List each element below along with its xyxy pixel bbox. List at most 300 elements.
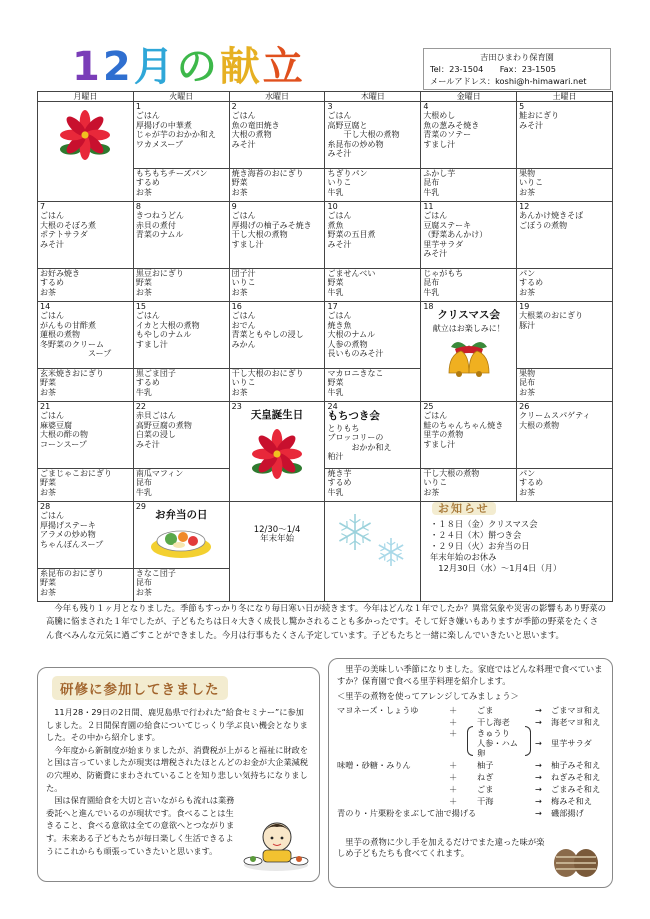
menu-item: 干し大根の煮物: [231, 230, 288, 240]
snack-cell: [133, 269, 229, 302]
menu-item: 赤貝ごはん: [135, 411, 176, 421]
arrow-sign: →: [535, 807, 542, 818]
bento-box-icon: [136, 521, 227, 563]
menu-item: ごはん: [40, 311, 64, 321]
dish-result: 柚子みそ和え: [551, 759, 601, 770]
menu-item: みそ汁: [135, 439, 160, 449]
snack-item: 糸昆布のおにぎり: [40, 569, 104, 578]
weekday-header-row: [38, 92, 613, 102]
menu-item: アラメの炒め物: [40, 530, 96, 540]
training-paragraph: 今年度から新制度が始まりましたが、消費税が上がると福祉に財政をと国は言っていましたが現実は増税されたほとんどのお金が大企業減税の穴埋め、防衛費にまわされていることを知り悲しい気持ちになりました。: [46, 744, 309, 793]
day-number: 3: [327, 102, 333, 111]
menu-item: 鮭のちゃんちゃん焼き: [423, 420, 504, 430]
day-number: 14: [40, 302, 51, 311]
title-char: 月: [133, 44, 177, 90]
snack-cell: [229, 369, 325, 402]
menu-item: 干し大根の煮物: [327, 130, 400, 140]
snack-item: お茶: [519, 487, 536, 497]
menu-item: 魚の葱みそ焼き: [423, 120, 480, 130]
snack-item: いりこ: [231, 378, 256, 388]
menu-item: 青菜ともやしの浸し: [231, 330, 304, 340]
bracket-icon: [467, 726, 473, 756]
lunch-cell: [325, 102, 421, 169]
snack-cell: [325, 469, 421, 502]
notice-year-end-dates: 12月30日（水）～1月4日（月）: [430, 563, 562, 573]
menu-item: すまし汁: [135, 339, 168, 349]
menu-item: 魚の竜田焼き: [231, 120, 280, 130]
satoimo-recipe-box: [328, 658, 613, 888]
snack-item: お茶: [40, 387, 56, 397]
menu-item: イカと大根の煮物: [135, 320, 200, 330]
snowflake-icon: [327, 502, 418, 576]
menu-item: 白菜の浸し: [135, 430, 176, 440]
menu-item: 青菜のナムル: [135, 230, 184, 240]
menu-item: ごはん: [327, 211, 352, 221]
menu-item: ブロッコリーの: [327, 433, 384, 443]
menu-item: クリームスパゲティ: [519, 411, 591, 421]
plus-sign: ＋: [449, 727, 458, 738]
menu-item: みかん: [231, 339, 256, 349]
snack-cell: [133, 369, 229, 402]
menu-item: あんかけ焼きそば: [519, 211, 584, 221]
menu-item: 長いものみそ汁: [327, 349, 384, 359]
lunch-cell: [133, 302, 229, 369]
menu-item: ごはん: [40, 411, 64, 421]
notice-heading: お知らせ: [432, 502, 496, 515]
seasoning-base: 青のり・片栗粉をまぶして油で揚げる: [337, 807, 477, 818]
lunch-cell: [229, 202, 325, 269]
menu-item: ごはん: [135, 311, 160, 321]
title-char: 立: [262, 44, 306, 90]
snack-item: お茶: [135, 587, 152, 597]
menu-item: 人参の煮物: [327, 339, 368, 349]
snack-item: するめ: [519, 478, 544, 488]
menu-item: ごはん: [423, 211, 448, 221]
snack-item: 野菜: [327, 278, 344, 288]
lunch-cell: [133, 202, 229, 269]
eating-child-illustration: [241, 815, 311, 873]
email-address: メールアドレス：koshi@h-himawari.net: [430, 76, 587, 86]
weekday-header: 土曜日: [517, 92, 613, 102]
menu-item: ごはん: [327, 311, 352, 321]
nursery-info-box: [423, 48, 611, 90]
lunch-cell: [229, 402, 325, 502]
menu-item: 糸昆布の炒め物: [327, 139, 384, 149]
day-number: 17: [327, 302, 338, 311]
notice-item: ・２４日（木）餅つき会: [430, 530, 522, 540]
day-number: 10: [327, 202, 338, 211]
menu-item: 大根菜のおにぎり: [519, 311, 584, 321]
lunch-cell: [38, 102, 134, 202]
snack-item: お茶: [40, 287, 56, 297]
snack-item: するめ: [40, 278, 64, 288]
snack-item: 昆布: [519, 378, 536, 388]
menu-item: スープ: [40, 349, 112, 359]
snack-item: 昆布: [135, 578, 152, 588]
menu-item: 高野豆腐と: [327, 120, 368, 130]
snack-item: 焼き芋: [327, 469, 352, 478]
arrow-sign: →: [535, 716, 542, 727]
snack-item: いりこ: [423, 478, 448, 488]
snack-item: お茶: [40, 487, 56, 497]
menu-item: おでん: [231, 320, 256, 330]
snack-item: 野菜: [327, 378, 344, 388]
day-number: 8: [135, 202, 141, 211]
menu-item: みそ汁: [519, 120, 544, 130]
day-number: 29: [135, 502, 147, 511]
event-title: お弁当の日: [154, 509, 208, 522]
snack-item: きなこ団子: [135, 569, 176, 578]
snack-item: 昆布: [423, 278, 440, 288]
add-ingredient: 干し海老: [477, 716, 510, 727]
day-number: 11: [423, 202, 434, 211]
day-number: 7: [40, 202, 46, 211]
snack-item: 果物: [519, 369, 536, 378]
menu-item: ごはん: [40, 211, 64, 221]
snack-item: するめ: [519, 278, 544, 288]
snack-item: いりこ: [231, 278, 256, 288]
lunch-cell: [229, 502, 325, 602]
arrow-sign: →: [535, 704, 542, 715]
event-title: もちつき会: [327, 410, 380, 423]
snack-cell: [38, 269, 134, 302]
dish-result: ごまマヨ和え: [551, 704, 601, 715]
snack-item: 野菜: [231, 178, 248, 188]
phone-fax: Tel：23-1504 Fax：23-1505: [430, 64, 556, 74]
day-number: 26: [519, 402, 530, 411]
lunch-cell: [38, 502, 134, 569]
menu-item: みそ汁: [423, 249, 448, 259]
snack-item: お茶: [519, 187, 536, 197]
poinsettia-icon: [232, 429, 323, 481]
menu-item: 大根の煮物: [231, 130, 272, 140]
snack-item: お好み焼き: [40, 269, 80, 278]
menu-item: ごはん: [327, 111, 352, 121]
day-number: 18: [423, 302, 434, 311]
menu-item: 豆腐ステーキ: [423, 220, 472, 230]
menu-item: ごはん: [231, 311, 256, 321]
arrow-sign: →: [535, 771, 542, 782]
snack-item: 昆布: [135, 478, 152, 488]
dish-result: 里芋サラダ: [551, 737, 592, 748]
bracket-icon: [525, 726, 531, 756]
lunch-cell: [421, 202, 517, 269]
menu-item: とりもち: [327, 423, 360, 433]
notice-year-end: 年末年始のお休み: [430, 552, 497, 562]
dish-result: ごまみそ和え: [551, 783, 601, 794]
day-number: 4: [423, 102, 429, 111]
dish-result: 梅みそ和え: [551, 795, 592, 806]
snack-item: じゃがもち: [423, 269, 464, 278]
snack-item: お茶: [231, 387, 248, 397]
menu-item: みそ汁: [327, 239, 352, 249]
lunch-cell: [133, 402, 229, 469]
weekday-header: 水曜日: [229, 92, 325, 102]
lunch-cell: [38, 402, 134, 469]
dish-result: 磯部揚げ: [551, 807, 584, 818]
add-ingredient: ごま: [477, 783, 494, 794]
holiday-text: 年末年始: [260, 534, 295, 545]
add-ingredient: ねぎ: [477, 771, 494, 782]
menu-item: 厚揚げの中華煮: [135, 120, 192, 130]
event-title: クリスマス会: [437, 309, 501, 322]
snack-item: パン: [519, 469, 536, 478]
title-char: 献: [219, 44, 263, 90]
day-number: 25: [423, 402, 434, 411]
day-number: 9: [231, 202, 237, 211]
snack-item: ごませんべい: [327, 269, 376, 278]
title-char: の: [176, 44, 220, 90]
snack-item: マカロニきなこ: [327, 369, 384, 378]
lunch-cell: [229, 102, 325, 169]
lunch-cell: [133, 102, 229, 169]
title-char: 1: [72, 44, 103, 90]
snack-row: [38, 369, 613, 402]
add-ingredient: 干海: [477, 795, 494, 806]
lunch-cell: [325, 202, 421, 269]
snack-item: 牛乳: [327, 287, 344, 297]
arrow-sign: →: [535, 795, 542, 806]
lunch-cell: [229, 302, 325, 369]
snack-item: 干し大根の煮物: [423, 469, 480, 478]
snack-item: お茶: [231, 187, 248, 197]
snack-cell: [517, 369, 613, 402]
snack-item: 黒ごま団子: [135, 369, 176, 378]
snack-item: 黒豆おにぎり: [135, 269, 184, 278]
menu-item: （野菜あんかけ）: [423, 230, 488, 240]
snack-item: ちぎりパン: [327, 169, 368, 178]
weekday-header: 木曜日: [325, 92, 421, 102]
day-number: 19: [519, 302, 530, 311]
lunch-cell: [325, 302, 421, 369]
dish-result: 海老マヨ和え: [551, 716, 601, 727]
satoimo-intro: 里芋の美味しい季節になりました。家庭ではどんな料理で食べていますか？保育園で食べる里芋料理を紹介します。: [337, 664, 603, 686]
snack-item: 野菜: [40, 378, 56, 388]
snack-cell: [38, 369, 134, 402]
seasoning-base: 味噌・砂糖・みりん: [337, 759, 411, 770]
lunch-cell: [421, 402, 517, 469]
menu-item: 里芋サラダ: [423, 239, 464, 249]
taro-illustration: [550, 845, 602, 879]
menu-item: がんもの甘酢煮: [40, 320, 96, 330]
seasoning-base: マヨネーズ・しょうゆ: [337, 704, 419, 715]
snack-item: 南瓜マフィン: [135, 469, 184, 478]
event-note: 献立はお楽しみに！: [432, 323, 505, 333]
lunch-cell: [421, 302, 517, 402]
menu-item: おかか和え: [327, 442, 392, 452]
event-title: 天皇誕生日: [250, 409, 304, 422]
lunch-cell: [517, 102, 613, 169]
add-ingredient: 人参・ハム: [477, 737, 518, 748]
lunch-cell: [325, 502, 421, 602]
weekday-header: 金曜日: [421, 92, 517, 102]
snack-cell: [517, 269, 613, 302]
snack-item: お茶: [135, 287, 152, 297]
lunch-cell: [38, 202, 134, 269]
add-ingredient: 柚子: [477, 759, 494, 770]
snack-item: もちもちチーズパン: [135, 169, 208, 178]
menu-item: コーンスープ: [40, 439, 87, 449]
snack-item: お茶: [40, 587, 56, 597]
day-number: 15: [135, 302, 147, 311]
menu-item: すまし汁: [231, 239, 264, 249]
snack-item: 昆布: [423, 178, 440, 188]
snack-item: 玄米焼きおにぎり: [40, 369, 104, 378]
menu-item: みそ汁: [40, 239, 64, 249]
menu-item: 麻婆豆腐: [40, 420, 72, 430]
menu-item: ごはん: [135, 111, 160, 121]
snack-item: 牛乳: [327, 187, 344, 197]
christmas-bells-icon: [423, 333, 514, 379]
holiday-text: 12/30～1/4: [253, 525, 301, 535]
menu-item: 粕汁: [327, 452, 344, 462]
menu-item: 焼き魚: [327, 320, 352, 330]
snack-item: 牛乳: [135, 487, 152, 497]
menu-item: 青菜のソテー: [423, 130, 472, 140]
arrangement-list: [337, 703, 604, 831]
menu-item: ちゃんぽんスープ: [40, 539, 104, 549]
snack-cell: [133, 469, 229, 502]
lunch-cell: [517, 202, 613, 269]
add-ingredient: 卵: [477, 747, 486, 758]
menu-item: 里芋の煮物: [423, 430, 464, 440]
lunch-cell: [133, 502, 229, 569]
menu-item: ごぼうの煮物: [519, 220, 568, 230]
arrow-sign: →: [535, 737, 542, 748]
menu-item: 冬野菜のクリーム: [40, 339, 104, 349]
snack-item: お茶: [519, 387, 536, 397]
weekday-header: 月曜日: [38, 92, 134, 102]
menu-item: ごはん: [231, 111, 256, 121]
satoimo-outro: 里芋の煮物に少し手を加えるだけでまた違った味が楽しめ子どもたちも食べてくれます。: [337, 836, 545, 858]
menu-item: 高野豆腐の煮物: [135, 420, 192, 430]
day-number: 1: [135, 102, 141, 111]
snack-item: するめ: [327, 478, 352, 488]
add-ingredient: きゅうり: [477, 727, 510, 738]
snack-item: 牛乳: [327, 387, 344, 397]
snack-cell: [133, 569, 229, 602]
menu-item: すまし汁: [423, 139, 456, 149]
training-report-box: [37, 667, 320, 882]
dish-result: ねぎみそ和え: [551, 771, 601, 782]
snack-item: 牛乳: [135, 387, 152, 397]
snack-item: 焼き海苔のおにぎり: [231, 169, 304, 178]
day-number: 28: [40, 502, 51, 511]
lunch-cell: [325, 402, 421, 469]
snack-item: お茶: [231, 287, 248, 297]
menu-item: すまし汁: [423, 439, 456, 449]
snack-item: お茶: [423, 487, 440, 497]
day-number: 2: [231, 102, 237, 111]
menu-item: ごはん: [40, 511, 64, 521]
day-number: 23: [231, 402, 242, 411]
training-paragraph: 国は保育園給食を大切と言いながらも流れは業務委託へと進んでいるのが現状です。食べることは生きること、食べる意欲は全ての意欲へとつながります。未来ある子どもたちが毎日楽しく生活できるようにこれからも頑張っていきたいと思います。: [46, 795, 235, 856]
menu-item: ワカメスープ: [135, 139, 184, 149]
plus-sign: ＋: [449, 759, 458, 770]
snack-cell: [325, 269, 421, 302]
menu-item: 蓮根の煮物: [40, 330, 80, 340]
day-number: 12: [519, 202, 530, 211]
notice-item: ・２９日（火）お弁当の日: [430, 541, 530, 551]
weekday-header: 火曜日: [133, 92, 229, 102]
snack-item: ふかし芋: [423, 169, 456, 178]
day-number: 16: [231, 302, 242, 311]
menu-item: 大根めし: [423, 111, 456, 121]
menu-item: 煮魚: [327, 220, 344, 230]
snack-item: 牛乳: [423, 187, 440, 197]
training-paragraph: 11月28・29日の2日間、鹿児島県で行われた“給食セミナー”に参加しました。２日間保育園の給食についてじっくり学ぶ良い機会となりました。その中から紹介します。: [46, 707, 308, 743]
lunch-cell: [421, 102, 517, 169]
lunch-cell: [517, 402, 613, 469]
notice-item: ・１８日（金）クリスマス会: [430, 519, 538, 529]
snack-item: パン: [519, 269, 536, 278]
lunch-cell: [517, 302, 613, 369]
plus-sign: ＋: [449, 783, 458, 794]
day-number: 21: [40, 402, 51, 411]
snack-item: お茶: [519, 287, 536, 297]
lunch-row: [38, 202, 613, 269]
snack-cell: [325, 169, 421, 202]
snack-cell: [133, 169, 229, 202]
plus-sign: ＋: [449, 704, 458, 715]
snack-item: するめ: [135, 378, 160, 388]
day-number: 24: [327, 402, 338, 411]
snack-item: 牛乳: [327, 487, 344, 497]
snack-item: 野菜: [40, 478, 56, 488]
arrow-sign: →: [535, 759, 542, 770]
menu-item: みそ汁: [231, 139, 256, 149]
menu-item: もやしのナムル: [135, 330, 192, 340]
lunch-row: [38, 102, 613, 169]
plus-sign: ＋: [449, 771, 458, 782]
plus-sign: ＋: [449, 795, 458, 806]
menu-item: 野菜の五目煮: [327, 230, 376, 240]
page-title: [72, 45, 306, 89]
snack-item: お茶: [135, 187, 152, 197]
menu-item: みそ汁: [327, 149, 352, 159]
snack-cell: [421, 169, 517, 202]
nursery-name: 吉田ひまわり保育園: [480, 52, 554, 62]
snack-cell: [38, 469, 134, 502]
snack-item: 干し大根のおにぎり: [231, 369, 304, 378]
snack-row: [38, 269, 613, 302]
poinsettia-icon: [40, 110, 131, 162]
lunch-cell: [38, 302, 134, 369]
snack-item: 野菜: [135, 278, 152, 288]
menu-item: 厚揚げステーキ: [40, 520, 96, 530]
menu-item: じゃが芋のおかか和え: [135, 130, 216, 140]
lunch-row: [38, 302, 613, 369]
title-char: 2: [102, 44, 134, 90]
satoimo-subheading: ＜里芋の煮物を使ってアレンジしてみましょう＞: [337, 691, 519, 701]
snack-cell: [38, 569, 134, 602]
menu-item: ポテトサラダ: [40, 230, 88, 240]
day-number: 5: [519, 102, 525, 111]
day-number: 22: [135, 402, 147, 411]
menu-item: 大根の煮物: [519, 420, 560, 430]
menu-item: きつねうどん: [135, 211, 184, 221]
training-heading: 研修に参加してきました: [52, 676, 228, 700]
snack-cell: [229, 269, 325, 302]
notice-box: [424, 496, 612, 600]
snack-item: ごまじゃこおにぎり: [40, 469, 112, 478]
snack-cell: [517, 169, 613, 202]
snack-item: いりこ: [327, 178, 352, 188]
menu-item: ごはん: [423, 411, 448, 421]
snack-item: 野菜: [40, 578, 56, 588]
plus-sign: ＋: [449, 716, 458, 727]
snack-item: するめ: [135, 178, 160, 188]
